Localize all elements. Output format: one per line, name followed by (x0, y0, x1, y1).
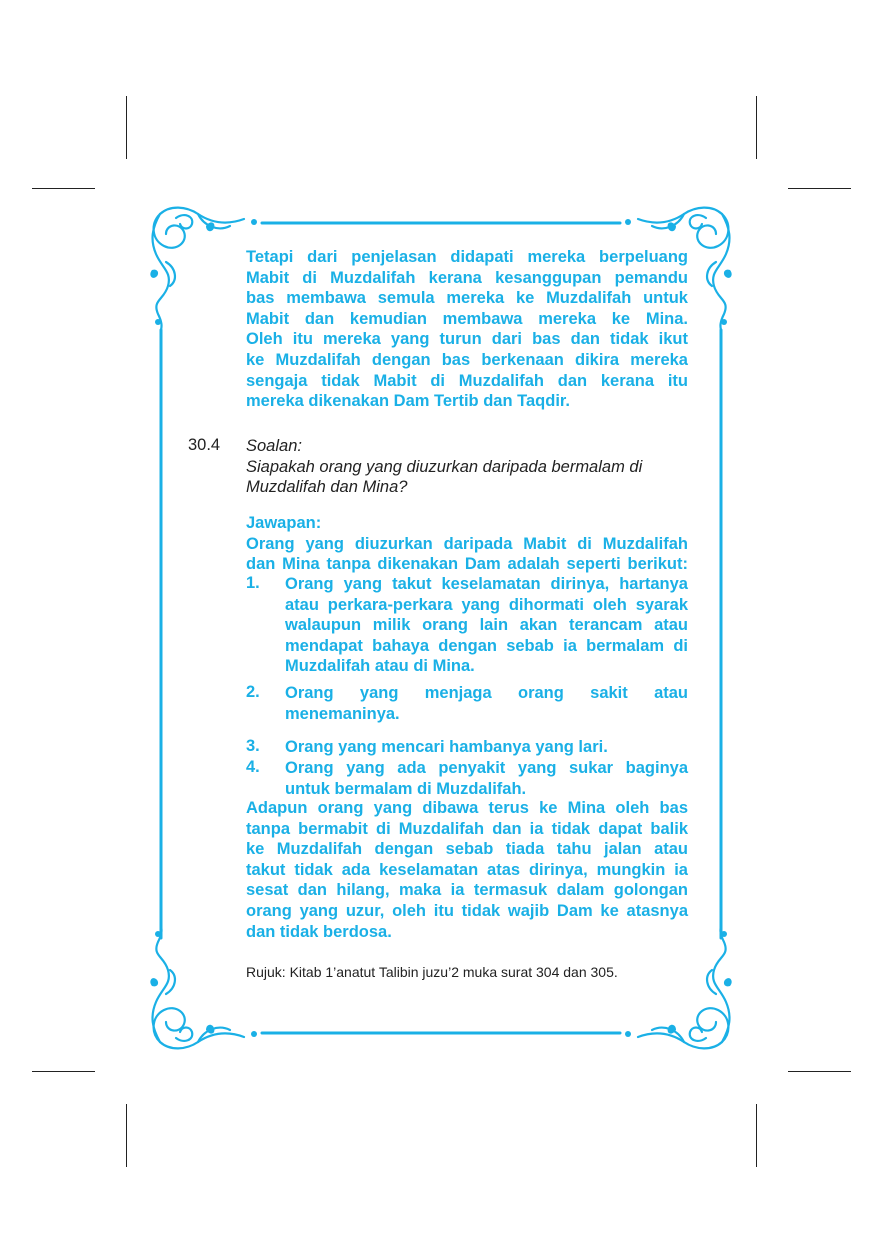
text-line: Orang yang ada penyakit yang sukar baginya (285, 759, 688, 777)
text-line: dan tidak berdosa. (246, 922, 392, 941)
list-item-number: 3. (246, 737, 260, 755)
text-line: sesat dan hilang, maka ia termasuk dalam golongan (246, 881, 688, 900)
text-line: ke Muzdalifah dengan bas berkenaan dikira mereka (246, 350, 688, 369)
text-line: Orang yang mencari hambanya yang lari. (285, 738, 608, 756)
list-item-number: 2. (246, 683, 260, 701)
list-item (285, 574, 688, 677)
text-line: atau perkara-perkara yang dihormati oleh syarak (285, 595, 688, 614)
text-line: takut tidak ada keselamatan atas dirinya, mungkin ia (246, 860, 688, 879)
list-item (285, 758, 688, 799)
closing-paragraph (246, 798, 688, 942)
text-line: Adapun orang yang dibawa terus ke Mina oleh bas (246, 799, 688, 817)
text-line: dan Mina tanpa dikenakan Dam adalah seperti berikut: (246, 555, 688, 574)
text-line: bas membawa semula mereka ke Muzdalifah untuk (246, 289, 688, 308)
text-line: Muzdalifah atau di Mina. (285, 657, 475, 676)
floral-corner-icon (150, 208, 257, 330)
text-line: Siapakah orang yang diuzurkan daripada bermalam di (246, 457, 643, 476)
list-item-number: 1. (246, 574, 260, 592)
text-line: Mabit dan kemudian membawa mereka ke Mina. (246, 309, 688, 328)
text-line: untuk bermalam di Muzdalifah. (285, 779, 527, 798)
question-label: Soalan: (246, 437, 302, 455)
list-item (285, 737, 688, 758)
text-line: mereka dikenakan Dam Tertib dan Taqdir. (246, 392, 570, 411)
question-number: 30.4 (188, 436, 221, 454)
text-line: Orang yang menjaga orang sakit atau (285, 684, 688, 702)
question-block (246, 436, 688, 498)
text-line: walaupun milik orang lain akan terancam atau (285, 616, 688, 635)
reference-note: Rujuk: Kitab 1’anatut Talibin juzu’2 muka surat 304 dan 305. (246, 964, 618, 980)
intro-paragraph (246, 247, 688, 412)
text-line: Orang yang takut keselamatan dirinya, hartanya (285, 575, 688, 593)
text-line: Muzdalifah dan Mina? (246, 478, 408, 497)
answer-block (246, 513, 688, 575)
list-item-number: 4. (246, 758, 260, 776)
text-line: Mabit di Muzdalifah kerana kesanggupan pemandu (246, 268, 688, 287)
text-line: menemaninya. (285, 704, 400, 723)
text-line: Oleh itu mereka yang turun dari bas dan tidak ikut (246, 330, 688, 349)
list-item (285, 683, 688, 724)
text-line: Orang yang diuzurkan daripada Mabit di Muzdalifah (246, 534, 688, 553)
text-line: ke Muzdalifah dengan sebab tiada tahu jalan atau (246, 840, 688, 859)
text-line: tanpa bermabit di Muzdalifah dan ia tidak dapat balik (246, 819, 688, 838)
text-line: orang yang uzur, oleh itu tidak wajib Dam ke atasnya (246, 901, 688, 920)
answer-label: Jawapan: (246, 514, 322, 532)
text-line: Tetapi dari penjelasan didapati mereka berpeluang (246, 248, 688, 266)
text-line: mendapat bahaya dengan sebab ia bermalam di (285, 636, 688, 655)
text-line: sengaja tidak Mabit di Muzdalifah dan kerana itu (246, 371, 688, 390)
